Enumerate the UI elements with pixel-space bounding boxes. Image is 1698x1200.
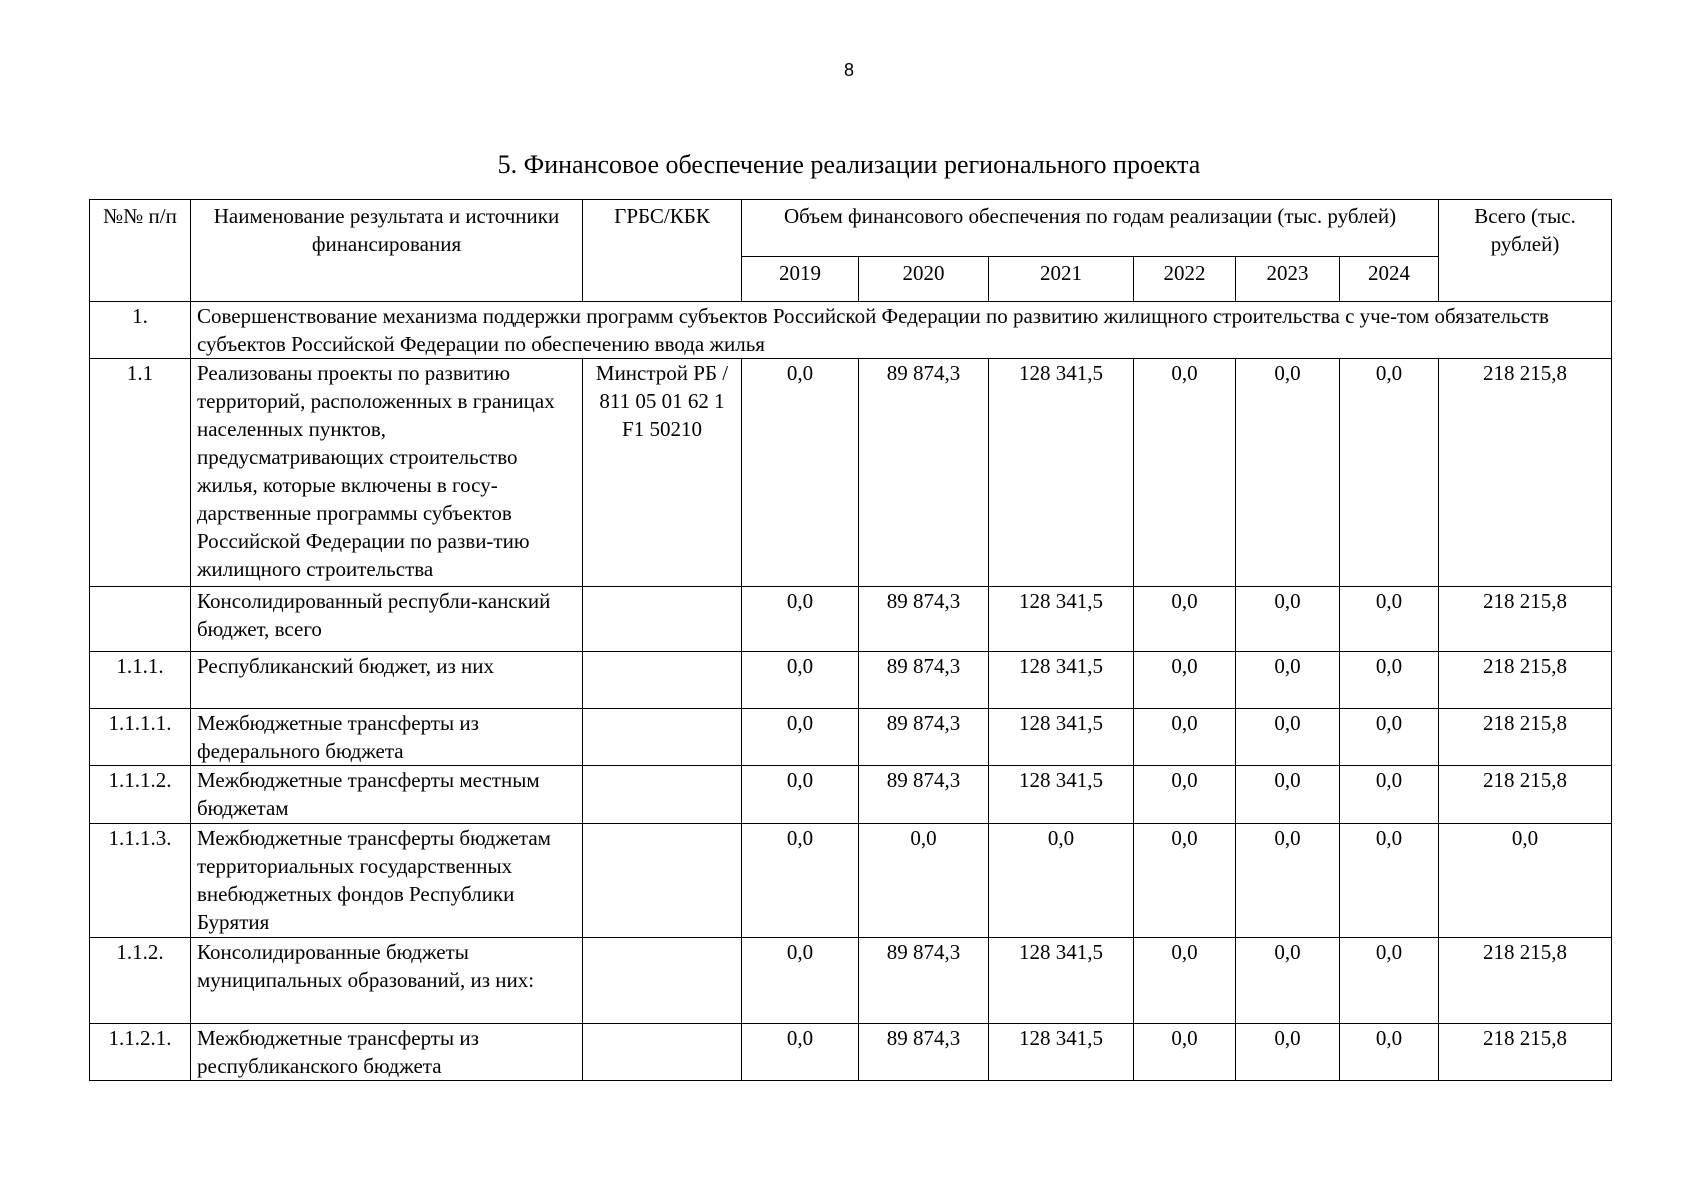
table-row xyxy=(90,359,1612,587)
row-year-value: 0,0 xyxy=(1236,938,1340,1024)
header-volume: Объем финансового обеспечения по годам реализации (тыс. рублей) xyxy=(742,200,1439,257)
row-year-value: 0,0 xyxy=(989,824,1134,938)
row-year-value: 0,0 xyxy=(859,824,989,938)
section-row xyxy=(90,302,1612,359)
row-year-value: 128 341,5 xyxy=(989,359,1134,587)
header-num: №№ п/п xyxy=(90,200,191,302)
row-year-value: 0,0 xyxy=(1134,587,1236,652)
row-year-value: 0,0 xyxy=(1236,587,1340,652)
row-total: 218 215,8 xyxy=(1439,938,1612,1024)
row-total: 218 215,8 xyxy=(1439,1024,1612,1081)
table-row xyxy=(90,766,1612,824)
row-year-value: 0,0 xyxy=(1340,652,1439,709)
row-grbs-kbk xyxy=(583,652,742,709)
row-name: Межбюджетные трансферты из республиканского бюджета xyxy=(191,1024,583,1081)
row-year-value: 0,0 xyxy=(742,587,859,652)
row-name: Консолидированный республи-канский бюджет, всего xyxy=(191,587,583,652)
row-year-value: 0,0 xyxy=(1236,824,1340,938)
row-year-value: 0,0 xyxy=(1236,709,1340,766)
row-grbs-kbk xyxy=(583,938,742,1024)
row-year-value: 89 874,3 xyxy=(859,766,989,824)
row-total: 218 215,8 xyxy=(1439,709,1612,766)
row-year-value: 0,0 xyxy=(1236,766,1340,824)
row-grbs-kbk xyxy=(583,766,742,824)
row-year-value: 0,0 xyxy=(1236,652,1340,709)
header-year: 2019 xyxy=(742,257,859,302)
page-number: 8 xyxy=(843,60,854,80)
row-name: Межбюджетные трансферты бюджетам территориальных государственных внебюджетных фондов Республики Бурятия xyxy=(191,824,583,938)
row-name: Межбюджетные трансферты местным бюджетам xyxy=(191,766,583,824)
row-num: 1.1.2. xyxy=(90,938,191,1024)
row-year-value: 0,0 xyxy=(1134,824,1236,938)
row-year-value: 0,0 xyxy=(1134,359,1236,587)
row-year-value: 0,0 xyxy=(1236,359,1340,587)
row-grbs-kbk xyxy=(583,824,742,938)
row-num: 1.1.2.1. xyxy=(90,1024,191,1081)
row-year-value: 0,0 xyxy=(1340,587,1439,652)
row-total: 218 215,8 xyxy=(1439,652,1612,709)
row-year-value: 0,0 xyxy=(742,824,859,938)
row-year-value: 0,0 xyxy=(1340,359,1439,587)
section-title: 5. Финансовое обеспечение реализации регионального проекта xyxy=(497,150,1201,179)
section-num: 1. xyxy=(90,302,191,359)
section-text: Совершенствование механизма поддержки программ субъектов Российской Федерации по развитию жилищного строительства с уче-том обязательств субъектов Российской Федерации по обеспечению ввода жилья xyxy=(191,302,1612,359)
table-row xyxy=(90,709,1612,766)
row-year-value: 89 874,3 xyxy=(859,359,989,587)
row-grbs-kbk xyxy=(583,709,742,766)
row-year-value: 89 874,3 xyxy=(859,587,989,652)
row-year-value: 89 874,3 xyxy=(859,938,989,1024)
row-year-value: 89 874,3 xyxy=(859,652,989,709)
header-grbs: ГРБС/КБК xyxy=(583,200,742,302)
row-total: 218 215,8 xyxy=(1439,766,1612,824)
row-num: 1.1.1. xyxy=(90,652,191,709)
row-year-value: 0,0 xyxy=(1340,1024,1439,1081)
header-year: 2020 xyxy=(859,257,989,302)
row-num xyxy=(90,587,191,652)
row-year-value: 128 341,5 xyxy=(989,709,1134,766)
table-row xyxy=(90,938,1612,1024)
row-name: Реализованы проекты по развитию территорий, расположенных в границах населенных пунктов, предусматривающих строительство жилья, которые включены в госу-дарственные программы субъектов Российской Федерации по разви-тию жилищного строительства xyxy=(191,359,583,587)
table-row xyxy=(90,1024,1612,1081)
financing-table xyxy=(89,199,1612,1081)
row-year-value: 128 341,5 xyxy=(989,1024,1134,1081)
header-year: 2023 xyxy=(1236,257,1340,302)
header-total: Всего (тыс. рублей) xyxy=(1439,200,1612,302)
row-year-value: 0,0 xyxy=(742,766,859,824)
row-year-value: 128 341,5 xyxy=(989,766,1134,824)
header-year: 2024 xyxy=(1340,257,1439,302)
row-year-value: 0,0 xyxy=(1340,766,1439,824)
header-name: Наименование результата и источники финансирования xyxy=(191,200,583,302)
row-year-value: 0,0 xyxy=(742,359,859,587)
table-row xyxy=(90,652,1612,709)
row-year-value: 0,0 xyxy=(1134,1024,1236,1081)
row-name: Республиканский бюджет, из них xyxy=(191,652,583,709)
row-year-value: 0,0 xyxy=(1134,938,1236,1024)
row-name: Консолидированные бюджеты муниципальных образований, из них: xyxy=(191,938,583,1024)
row-year-value: 128 341,5 xyxy=(989,587,1134,652)
row-year-value: 0,0 xyxy=(742,652,859,709)
row-year-value: 0,0 xyxy=(1134,766,1236,824)
row-year-value: 0,0 xyxy=(1236,1024,1340,1081)
row-total: 218 215,8 xyxy=(1439,359,1612,587)
header-year: 2022 xyxy=(1134,257,1236,302)
row-total: 218 215,8 xyxy=(1439,587,1612,652)
row-year-value: 128 341,5 xyxy=(989,938,1134,1024)
row-num: 1.1.1.2. xyxy=(90,766,191,824)
row-grbs-kbk xyxy=(583,1024,742,1081)
row-total: 0,0 xyxy=(1439,824,1612,938)
row-year-value: 0,0 xyxy=(1134,709,1236,766)
row-name: Межбюджетные трансферты из федерального бюджета xyxy=(191,709,583,766)
row-year-value: 128 341,5 xyxy=(989,652,1134,709)
row-year-value: 0,0 xyxy=(1340,824,1439,938)
header-year: 2021 xyxy=(989,257,1134,302)
row-year-value: 89 874,3 xyxy=(859,709,989,766)
row-year-value: 89 874,3 xyxy=(859,1024,989,1081)
row-grbs-kbk: Минстрой РБ / 811 05 01 62 1 F1 50210 xyxy=(583,359,742,587)
row-year-value: 0,0 xyxy=(742,1024,859,1081)
row-year-value: 0,0 xyxy=(1134,652,1236,709)
row-num: 1.1.1.3. xyxy=(90,824,191,938)
table-row xyxy=(90,587,1612,652)
row-grbs-kbk xyxy=(583,587,742,652)
row-year-value: 0,0 xyxy=(742,938,859,1024)
table-row xyxy=(90,824,1612,938)
row-year-value: 0,0 xyxy=(1340,709,1439,766)
row-year-value: 0,0 xyxy=(742,709,859,766)
row-year-value: 0,0 xyxy=(1340,938,1439,1024)
row-num: 1.1 xyxy=(90,359,191,587)
row-num: 1.1.1.1. xyxy=(90,709,191,766)
